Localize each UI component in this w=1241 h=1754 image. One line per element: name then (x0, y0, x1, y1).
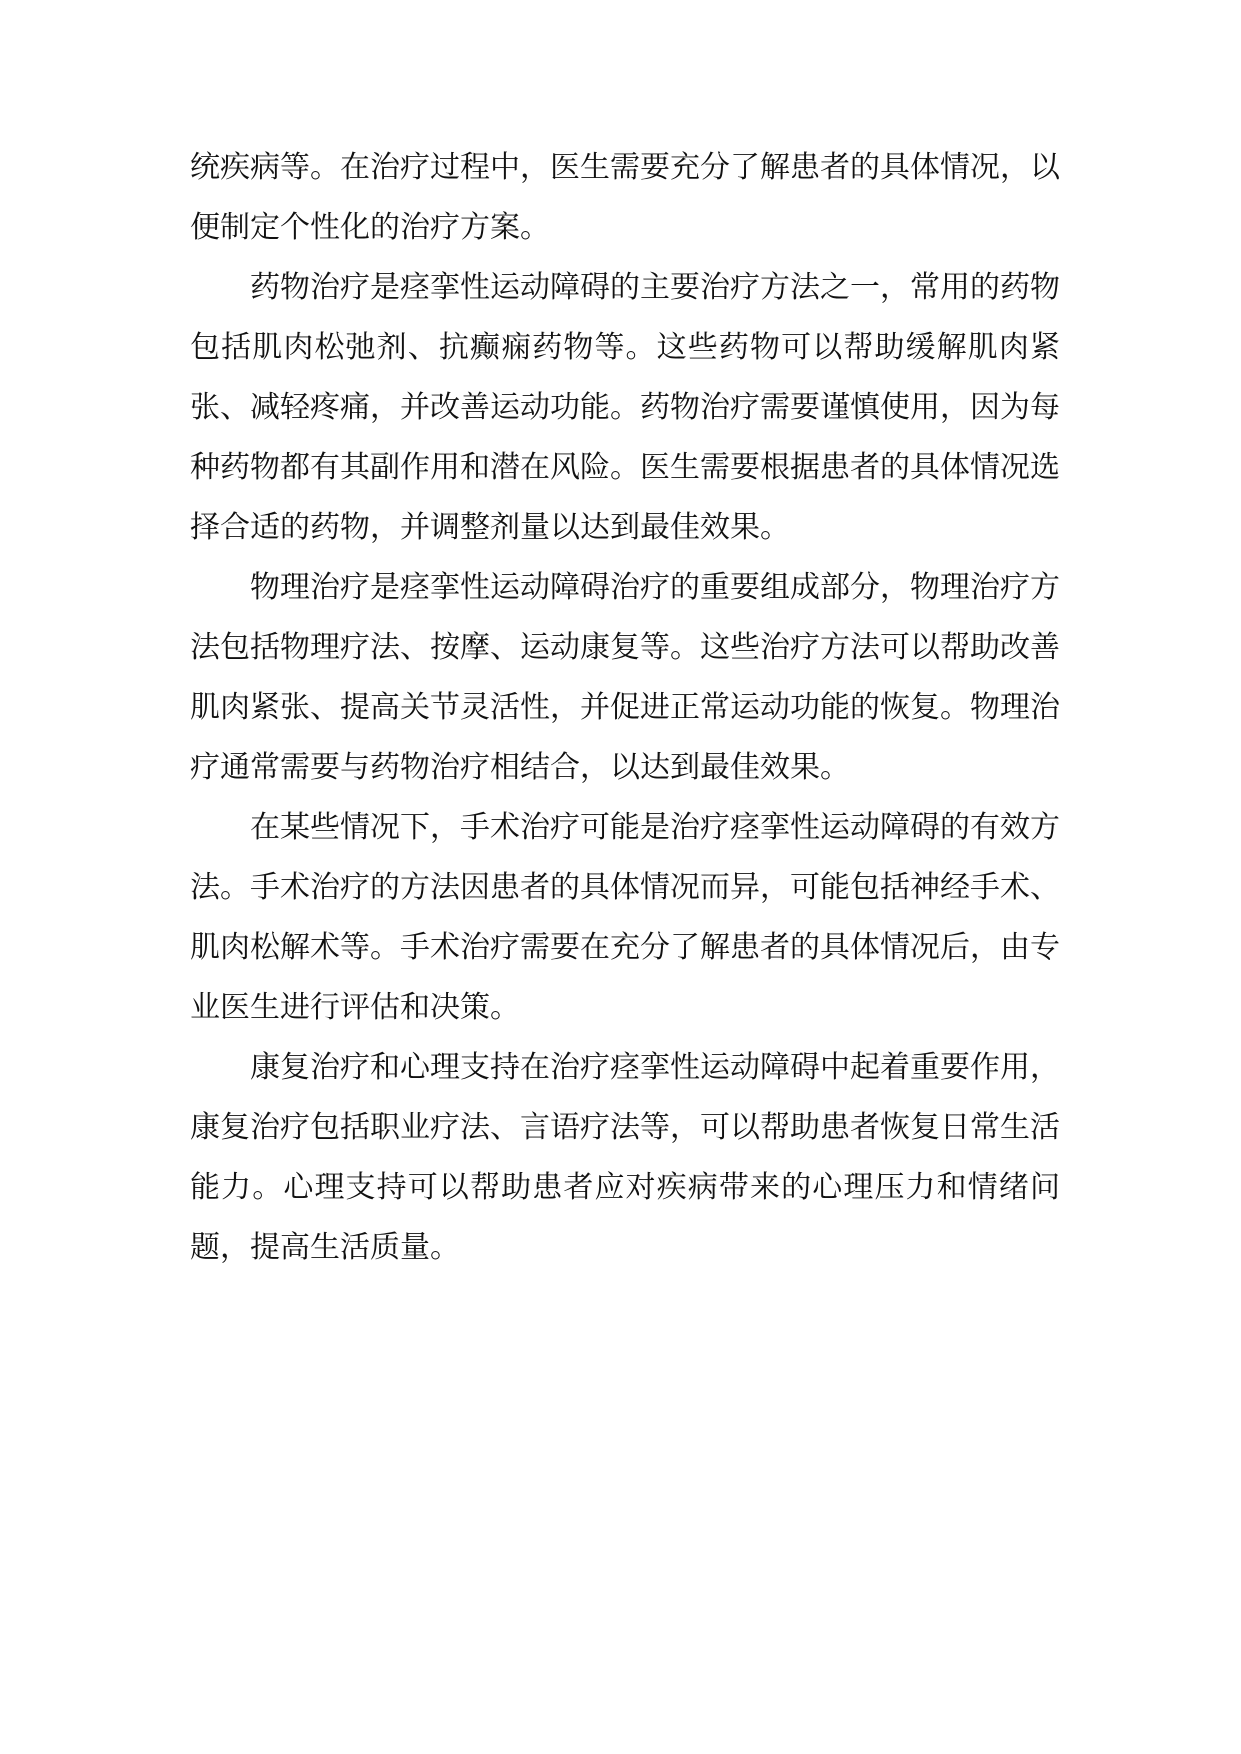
paragraph-physical-therapy: 物理治疗是痉挛性运动障碍治疗的重要组成部分，物理治疗方法包括物理疗法、按摩、运动康复等。这些治疗方法可以帮助改善肌肉紧张、提高关节灵活性，并促进正常运动功能的恢复。物理治疗通常需要与药物治疗相结合，以达到最佳效果。 (190, 570, 1060, 785)
paragraph-drug-therapy: 药物治疗是痉挛性运动障碍的主要治疗方法之一，常用的药物包括肌肉松弛剂、抗癫痫药物等。这些药物可以帮助缓解肌肉紧张、减轻疼痛，并改善运动功能。药物治疗需要谨慎使用，因为每种药物都有其副作用和潜在风险。医生需要根据患者的具体情况选择合适的药物，并调整剂量以达到最佳效果。 (190, 270, 1060, 545)
paragraph-continued: 统疾病等。在治疗过程中，医生需要充分了解患者的具体情况，以便制定个性化的治疗方案。 (190, 150, 1060, 245)
body-text (190, 138, 1060, 1278)
paragraph-surgical-treatment: 在某些情况下，手术治疗可能是治疗痉挛性运动障碍的有效方法。手术治疗的方法因患者的具体情况而异，可能包括神经手术、肌肉松解术等。手术治疗需要在充分了解患者的具体情况后，由专业医生进行评估和决策。 (190, 810, 1060, 1025)
paragraph-rehab-psychological-support: 康复治疗和心理支持在治疗痉挛性运动障碍中起着重要作用，康复治疗包括职业疗法、言语疗法等，可以帮助患者恢复日常生活能力。心理支持可以帮助患者应对疾病带来的心理压力和情绪问题，提高生活质量。 (190, 1050, 1060, 1265)
